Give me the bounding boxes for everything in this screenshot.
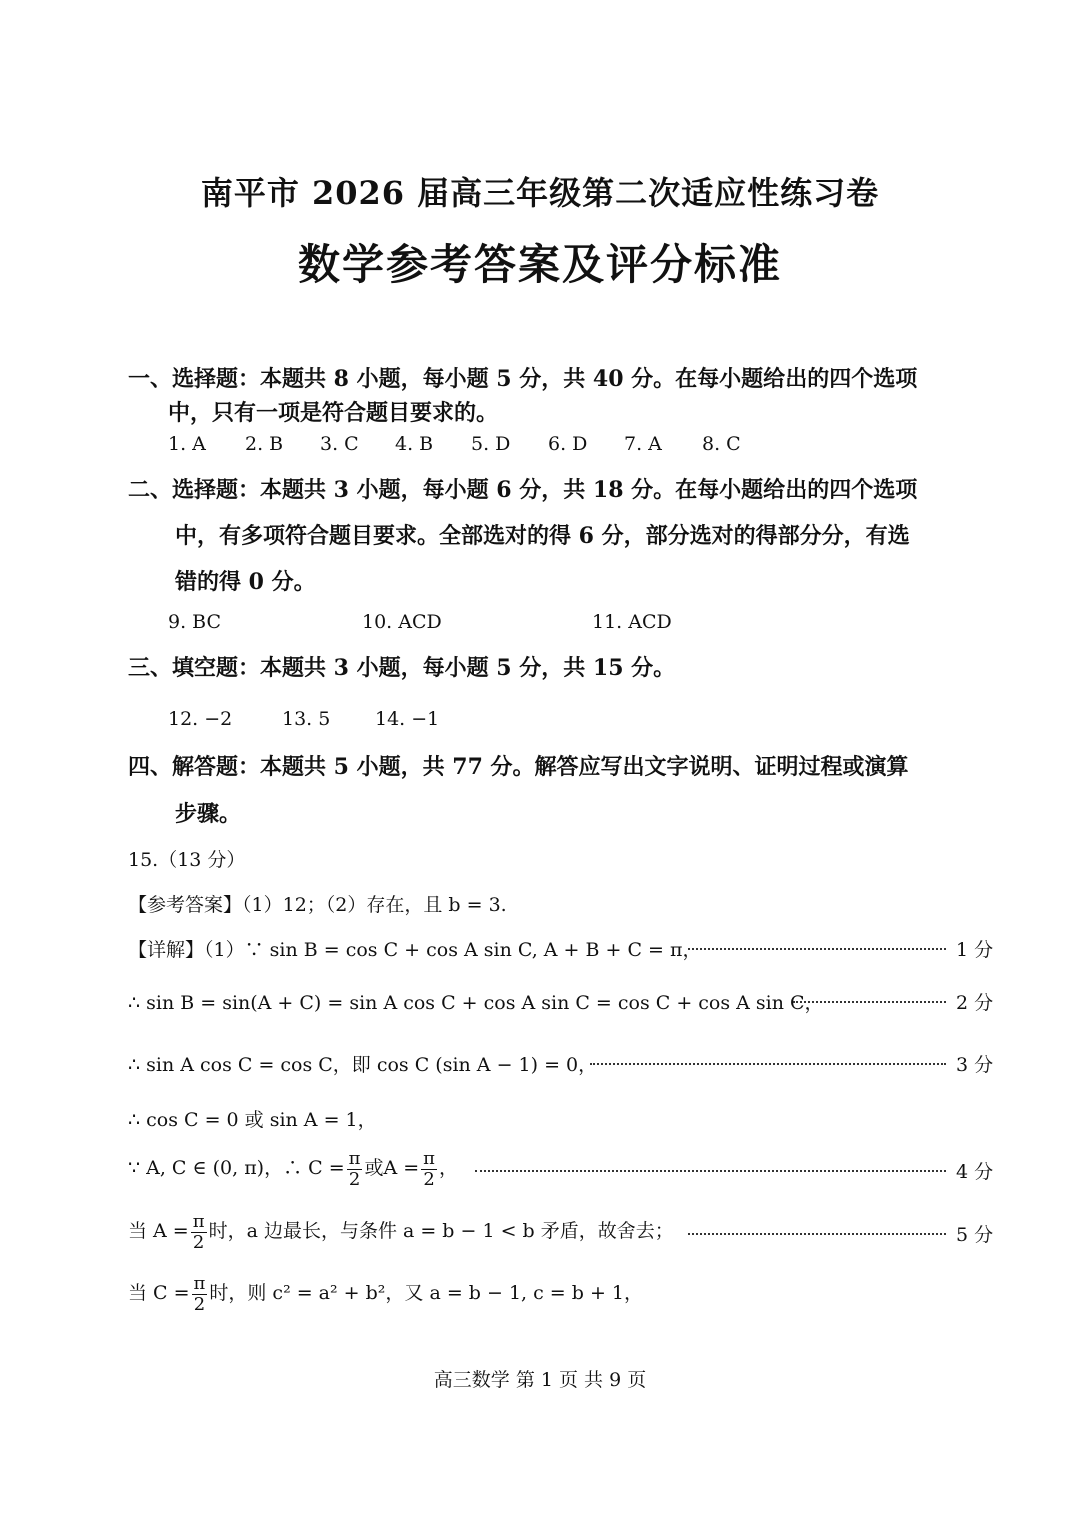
answer-7: 7. A bbox=[624, 433, 662, 455]
section2-heading-cont2: 错的得 0 分。 bbox=[175, 569, 316, 595]
reference-answer-line bbox=[128, 890, 507, 917]
answer-2: 2. B bbox=[245, 433, 284, 455]
fraction-numerator: π bbox=[348, 1147, 361, 1169]
solution-step-3: ∴ sin A cos C = cos C，即 cos C (sin A − 1) = 0， bbox=[128, 1054, 598, 1076]
fraction-denominator: 2 bbox=[193, 1293, 206, 1315]
answer-3: 3. C bbox=[320, 433, 359, 455]
page-title: 南平市 2026 届高三年级第二次适应性练习卷 bbox=[200, 174, 880, 212]
section1-heading-cont: 中，只有一项是符合题目要求的。 bbox=[168, 400, 499, 426]
score-1: 1 分 bbox=[956, 939, 994, 961]
fraction-denominator: 2 bbox=[192, 1231, 205, 1253]
section3-heading: 三、填空题：本题共 3 小题，每小题 5 分，共 15 分。 bbox=[128, 655, 676, 681]
step-1-text: （1）∵ sin B = cos C + cos A sin C, A + B + C = π， bbox=[204, 939, 702, 961]
answer-9: 9. BC bbox=[168, 611, 222, 633]
fraction-pi-over-2 bbox=[421, 1149, 437, 1190]
section2-heading: 二、选择题：本题共 3 小题，每小题 6 分，共 18 分。在每小题给出的四个选项 bbox=[128, 477, 918, 503]
fraction-numerator: π bbox=[192, 1210, 205, 1232]
answer-8: 8. C bbox=[702, 433, 741, 455]
score-leader-1 bbox=[688, 948, 946, 950]
section2-heading-cont1: 中，有多项符合题目要求。全部选对的得 6 分，部分选对的得部分分，有选 bbox=[175, 523, 910, 549]
solution-step-5 bbox=[128, 1145, 458, 1191]
answer-13: 13. 5 bbox=[282, 708, 331, 730]
fraction-denominator: 2 bbox=[348, 1168, 361, 1190]
fraction-pi-over-2 bbox=[347, 1149, 363, 1190]
answer-12: 12. −2 bbox=[168, 708, 233, 730]
section4-heading: 四、解答题：本题共 5 小题，共 77 分。解答应写出文字说明、证明过程或演算 bbox=[128, 754, 909, 780]
step-5-text-b: 或A = bbox=[364, 1157, 420, 1179]
question-15-header: 15.（13 分） bbox=[128, 849, 246, 871]
step-6-text-b: 时，a 边最长，与条件 a = b − 1 < b 矛盾，故舍去； bbox=[208, 1220, 674, 1242]
page-subtitle: 数学参考答案及评分标准 bbox=[297, 240, 782, 289]
reference-answer-label: 【参考答案】 bbox=[128, 894, 243, 916]
solution-step-7 bbox=[128, 1270, 643, 1316]
answer-5: 5. D bbox=[471, 433, 511, 455]
score-5: 5 分 bbox=[956, 1224, 994, 1246]
answer-4: 4. B bbox=[395, 433, 434, 455]
section4-heading-cont: 步骤。 bbox=[175, 801, 242, 827]
score-3: 3 分 bbox=[956, 1054, 994, 1076]
step-5-text-c: ， bbox=[439, 1157, 459, 1179]
answer-10: 10. ACD bbox=[362, 611, 442, 633]
score-4: 4 分 bbox=[956, 1161, 994, 1183]
reference-answer-text: （1）12；（2）存在，且 b = 3. bbox=[242, 894, 507, 916]
score-leader-4 bbox=[475, 1170, 946, 1172]
step-7-text-a: 当 C = bbox=[128, 1282, 190, 1304]
answer-14: 14. −1 bbox=[375, 708, 440, 730]
detail-label: 【详解】 bbox=[128, 939, 205, 961]
solution-step-2: ∴ sin B = sin(A + C) = sin A cos C + cos A sin C = cos C + cos A sin C， bbox=[128, 992, 824, 1014]
fraction-denominator: 2 bbox=[423, 1168, 435, 1190]
score-2: 2 分 bbox=[956, 992, 994, 1014]
answer-11: 11. ACD bbox=[592, 611, 672, 633]
fraction-numerator: π bbox=[193, 1272, 206, 1294]
answer-1: 1. A bbox=[168, 433, 206, 455]
score-leader-2 bbox=[793, 1001, 946, 1003]
fraction-numerator: π bbox=[423, 1147, 436, 1169]
fraction-pi-over-2 bbox=[192, 1274, 208, 1315]
page-footer: 高三数学 第 1 页 共 9 页 bbox=[433, 1369, 647, 1391]
step-7-text-b: 时，则 c² = a² + b²，又 a = b − 1, c = b + 1， bbox=[209, 1282, 643, 1304]
solution-step-6 bbox=[128, 1208, 674, 1254]
fraction-pi-over-2 bbox=[191, 1212, 207, 1253]
solution-step-4: ∴ cos C = 0 或 sin A = 1， bbox=[128, 1109, 377, 1131]
answer-6: 6. D bbox=[548, 433, 588, 455]
score-leader-5 bbox=[688, 1233, 946, 1235]
section1-heading: 一、选择题：本题共 8 小题，每小题 5 分，共 40 分。在每小题给出的四个选项 bbox=[128, 366, 918, 392]
step-6-text-a: 当 A = bbox=[128, 1220, 189, 1242]
step-5-text-a: ∵ A, C ∈ (0, π)，∴ C = bbox=[128, 1157, 345, 1179]
solution-step-1 bbox=[128, 935, 702, 962]
score-leader-3 bbox=[590, 1063, 946, 1065]
